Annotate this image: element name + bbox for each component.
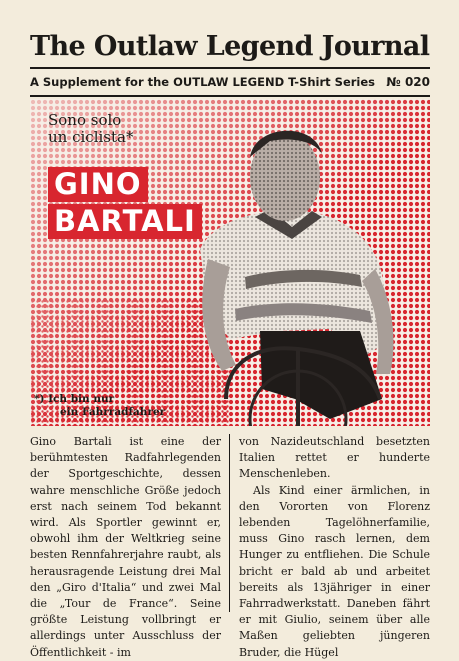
halftone-portrait [30,99,430,426]
masthead-rule-top [30,67,430,69]
masthead-rule-bottom [30,95,430,97]
italian-quote [48,112,133,146]
quote-line-1: Sono solo [48,111,122,129]
supplement-brand: OUTLAW LEGEND [173,75,285,89]
article-paragraph: von Nazideutschland besetzten Italien rettet er hunderte Menschenleben. [239,435,430,481]
issue-number: № 020 [386,75,430,89]
quote-translation [34,393,165,419]
article-column-right [239,434,430,661]
article-paragraph: Als Kind einer ärmlichen, in den Vororten von Florenz lebenden Tagelöhnerfamilie, muss Gino rasch lernen, dem Hunger zu entfliehen. Die Schule bricht er bald ab und arbeitet bereits als 13jähriger in einer Fahrradwerkstatt. Daneben fährt er mit Giulio, seinem über alle Maßen geliebten jüngeren Bruder, die Hügel [239,483,430,659]
column-divider [229,434,230,612]
journal-title: The Outlaw Legend Journal [30,31,430,62]
footnote-line-1: *) Ich bin nur [34,393,115,405]
supplement-prefix: A Supplement for the [30,75,174,89]
name-last: BARTALI [48,204,202,239]
name-first: GINO [48,167,148,202]
quote-line-2: un ciclista* [48,128,134,146]
footnote-line-2: ein Fahrradfahrer [60,406,166,418]
hero-image [30,99,430,426]
supplement-suffix: T-Shirt Series [284,75,375,89]
supplement-line [30,72,430,92]
article-paragraph: Gino Bartali ist eine der berühmtesten Radfahrlegenden der Sportgeschichte, dessen wahre menschliche Größe jedoch erst nach seinem Tod bekannt wird. Als Sportler gewinnt er, obwohl ihm der Weltkrieg seine besten Rennfahrerjahre raubt, als herausragende Leistung drei Mal den „Giro d'Italia“ und zwei Mal die „Tour de France“. Seine größte Leistung vollbringt er allerdings unter Ausschluss der Öffentlichkeit - im [30,435,221,659]
article-column-left [30,434,221,661]
